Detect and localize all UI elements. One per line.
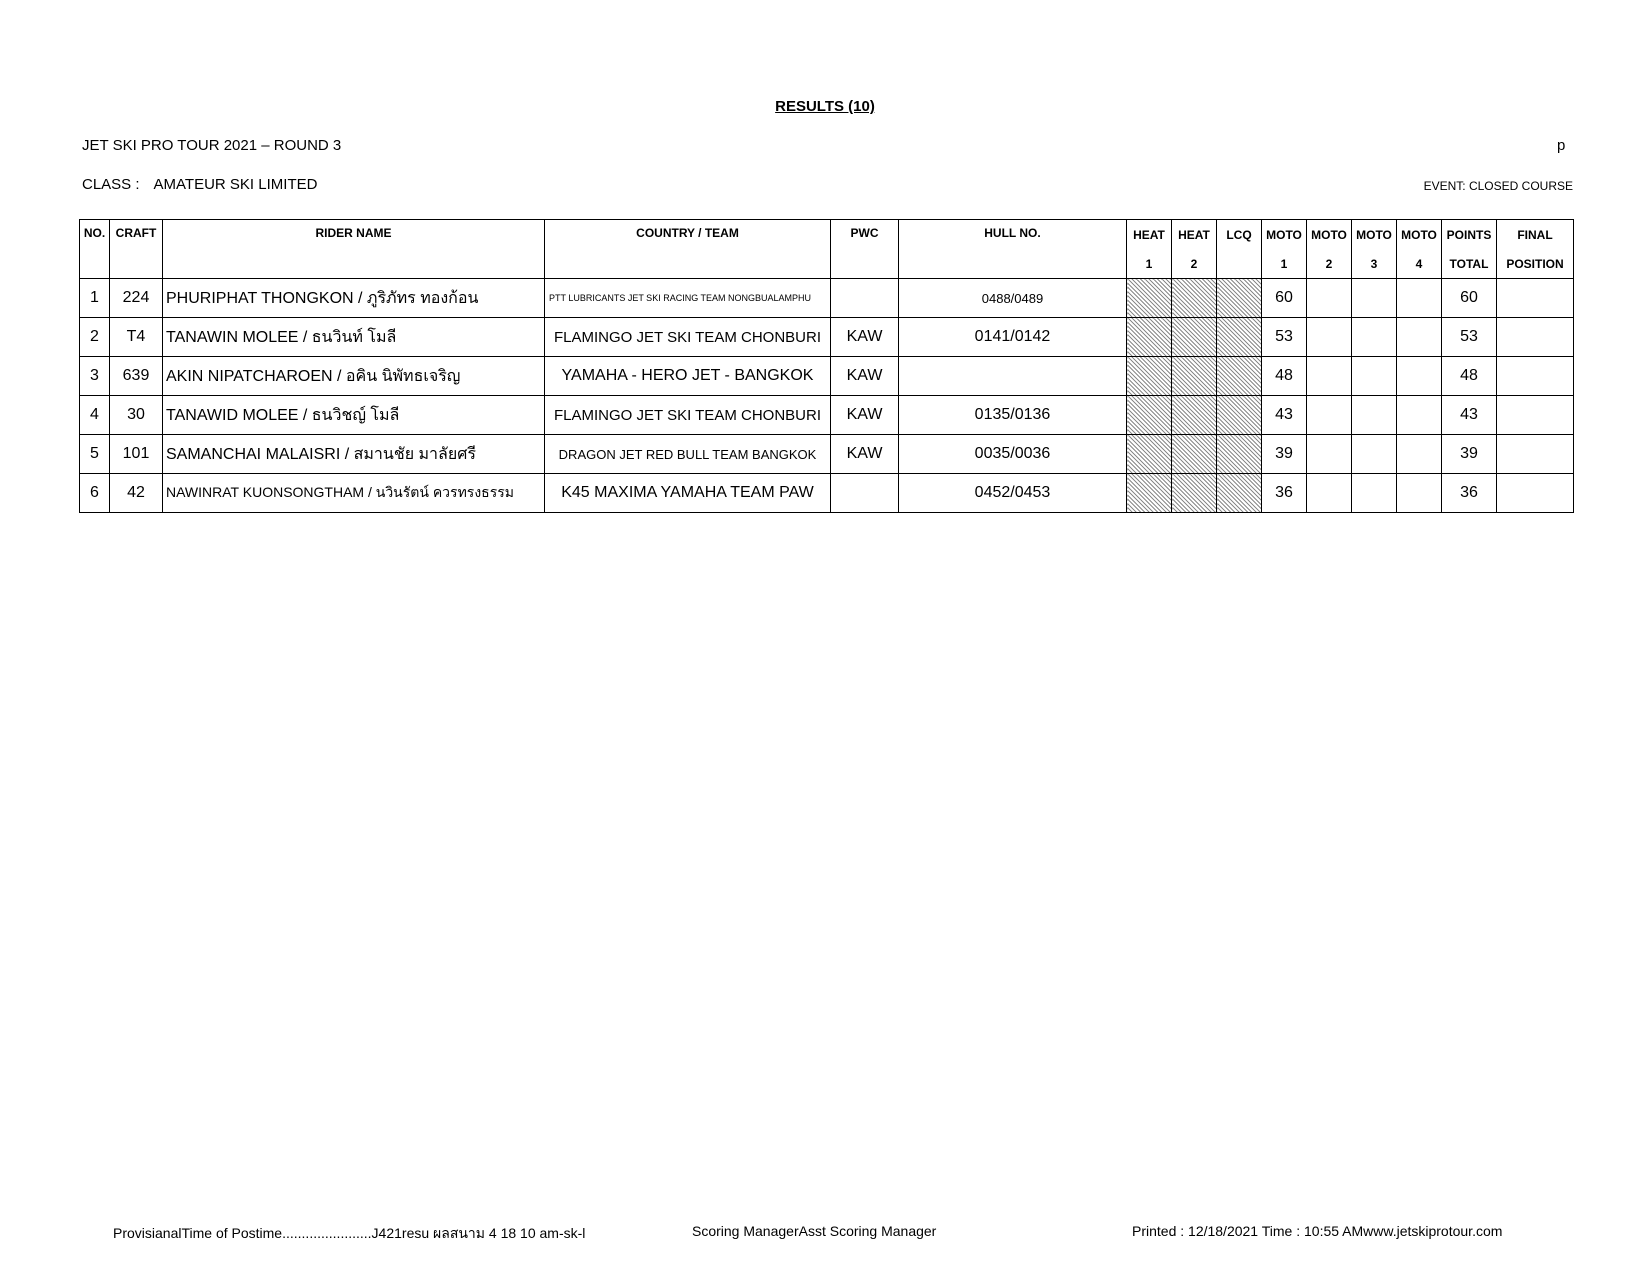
cell-points: 48 bbox=[1442, 357, 1497, 396]
cell-pwc: KAW bbox=[831, 318, 899, 357]
cell-rider: SAMANCHAI MALAISRI / สมานชัย มาลัยศรี bbox=[163, 435, 545, 474]
col-moto4-sub: 4 bbox=[1397, 249, 1442, 279]
header-row-top bbox=[80, 220, 1574, 250]
col-lcq-sub bbox=[1217, 249, 1262, 279]
table-row bbox=[80, 474, 1574, 513]
cell-pwc bbox=[831, 279, 899, 318]
cell-no: 1 bbox=[80, 279, 110, 318]
cell-moto4 bbox=[1397, 474, 1442, 513]
col-moto3: MOTO bbox=[1352, 220, 1397, 250]
col-moto3-sub: 3 bbox=[1352, 249, 1397, 279]
table-row bbox=[80, 435, 1574, 474]
cell-final bbox=[1497, 357, 1574, 396]
col-points: POINTS bbox=[1442, 220, 1497, 250]
cell-team: DRAGON JET RED BULL TEAM BANGKOK bbox=[545, 435, 831, 474]
cell-hull: 0488/0489 bbox=[899, 279, 1127, 318]
col-moto2-sub: 2 bbox=[1307, 249, 1352, 279]
cell-moto1: 43 bbox=[1262, 396, 1307, 435]
col-points-sub: TOTAL bbox=[1442, 249, 1497, 279]
col-moto2: MOTO bbox=[1307, 220, 1352, 250]
cell-moto1: 39 bbox=[1262, 435, 1307, 474]
col-hull: HULL NO. bbox=[899, 220, 1127, 279]
cell-heat1 bbox=[1127, 318, 1172, 357]
cell-moto2 bbox=[1307, 435, 1352, 474]
cell-rider: TANAWID MOLEE / ธนวิชญ์ โมลี bbox=[163, 396, 545, 435]
cell-heat2 bbox=[1172, 435, 1217, 474]
cell-heat2 bbox=[1172, 318, 1217, 357]
cell-heat1 bbox=[1127, 396, 1172, 435]
cell-moto4 bbox=[1397, 279, 1442, 318]
cell-hull: 0141/0142 bbox=[899, 318, 1127, 357]
col-moto1: MOTO bbox=[1262, 220, 1307, 250]
col-heat1: HEAT bbox=[1127, 220, 1172, 250]
cell-heat1 bbox=[1127, 474, 1172, 513]
cell-lcq bbox=[1217, 396, 1262, 435]
cell-no: 6 bbox=[80, 474, 110, 513]
cell-moto2 bbox=[1307, 474, 1352, 513]
table-row bbox=[80, 318, 1574, 357]
cell-no: 5 bbox=[80, 435, 110, 474]
cell-lcq bbox=[1217, 279, 1262, 318]
cell-hull bbox=[899, 357, 1127, 396]
cell-moto4 bbox=[1397, 435, 1442, 474]
cell-rider: AKIN NIPATCHAROEN / อคิน นิพัทธเจริญ bbox=[163, 357, 545, 396]
class-value: AMATEUR SKI LIMITED bbox=[153, 176, 318, 193]
cell-rider: NAWINRAT KUONSONGTHAM / นวินรัตน์ ควรทรงธรรม bbox=[163, 474, 545, 513]
cell-moto2 bbox=[1307, 357, 1352, 396]
cell-moto4 bbox=[1397, 396, 1442, 435]
cell-team: FLAMINGO JET SKI TEAM CHONBURI bbox=[545, 396, 831, 435]
event-name: JET SKI PRO TOUR 2021 – ROUND 3 bbox=[82, 137, 342, 154]
cell-points: 53 bbox=[1442, 318, 1497, 357]
cell-moto3 bbox=[1352, 474, 1397, 513]
col-heat2: HEAT bbox=[1172, 220, 1217, 250]
cell-moto3 bbox=[1352, 396, 1397, 435]
cell-heat1 bbox=[1127, 357, 1172, 396]
cell-hull: 0452/0453 bbox=[899, 474, 1127, 513]
col-heat2-sub: 2 bbox=[1172, 249, 1217, 279]
cell-no: 4 bbox=[80, 396, 110, 435]
cell-moto1: 60 bbox=[1262, 279, 1307, 318]
report-title: RESULTS (10) bbox=[775, 98, 875, 115]
cell-points: 39 bbox=[1442, 435, 1497, 474]
col-moto1-sub: 1 bbox=[1262, 249, 1307, 279]
event-type: EVENT: CLOSED COURSE bbox=[1423, 179, 1573, 193]
cell-moto4 bbox=[1397, 318, 1442, 357]
cell-moto1: 48 bbox=[1262, 357, 1307, 396]
cell-heat1 bbox=[1127, 435, 1172, 474]
cell-craft: 639 bbox=[110, 357, 163, 396]
col-moto4: MOTO bbox=[1397, 220, 1442, 250]
cell-team: YAMAHA - HERO JET - BANGKOK bbox=[545, 357, 831, 396]
cell-moto2 bbox=[1307, 318, 1352, 357]
footer-printed: Printed : 12/18/2021 Time : 10:55 AMwww.jetskiprotour.com bbox=[1132, 1223, 1503, 1239]
col-final: FINAL bbox=[1497, 220, 1574, 250]
col-no: NO. bbox=[80, 220, 110, 279]
cell-craft: 101 bbox=[110, 435, 163, 474]
cell-points: 43 bbox=[1442, 396, 1497, 435]
footer-postime: ProvisianalTime of Postime.......................J421resu ผลสนาม 4 18 10 am-sk-l bbox=[113, 1225, 586, 1241]
cell-heat1 bbox=[1127, 279, 1172, 318]
cell-points: 36 bbox=[1442, 474, 1497, 513]
table-row bbox=[80, 396, 1574, 435]
cell-team: K45 MAXIMA YAMAHA TEAM PAW bbox=[545, 474, 831, 513]
table-row bbox=[80, 357, 1574, 396]
results-table bbox=[79, 219, 1574, 513]
cell-heat2 bbox=[1172, 396, 1217, 435]
cell-final bbox=[1497, 474, 1574, 513]
cell-heat2 bbox=[1172, 279, 1217, 318]
footer-scoring-manager: Scoring ManagerAsst Scoring Manager bbox=[692, 1223, 937, 1239]
cell-moto3 bbox=[1352, 435, 1397, 474]
cell-moto4 bbox=[1397, 357, 1442, 396]
cell-lcq bbox=[1217, 357, 1262, 396]
col-final-sub: POSITION bbox=[1497, 249, 1574, 279]
cell-heat2 bbox=[1172, 357, 1217, 396]
cell-craft: 42 bbox=[110, 474, 163, 513]
table-row bbox=[80, 279, 1574, 318]
col-craft: CRAFT bbox=[110, 220, 163, 279]
cell-pwc: KAW bbox=[831, 396, 899, 435]
cell-craft: 224 bbox=[110, 279, 163, 318]
col-pwc: PWC bbox=[831, 220, 899, 279]
col-team: COUNTRY / TEAM bbox=[545, 220, 831, 279]
cell-moto3 bbox=[1352, 318, 1397, 357]
cell-lcq bbox=[1217, 474, 1262, 513]
col-heat1-sub: 1 bbox=[1127, 249, 1172, 279]
cell-final bbox=[1497, 318, 1574, 357]
cell-moto1: 53 bbox=[1262, 318, 1307, 357]
cell-craft: T4 bbox=[110, 318, 163, 357]
cell-points: 60 bbox=[1442, 279, 1497, 318]
cell-moto2 bbox=[1307, 396, 1352, 435]
cell-rider: PHURIPHAT THONGKON / ภูริภัทร ทองก้อน bbox=[163, 279, 545, 318]
cell-moto3 bbox=[1352, 279, 1397, 318]
cell-heat2 bbox=[1172, 474, 1217, 513]
cell-team: PTT LUBRICANTS JET SKI RACING TEAM NONGBUALAMPHU bbox=[545, 279, 831, 318]
cell-hull: 0035/0036 bbox=[899, 435, 1127, 474]
class-line bbox=[82, 176, 317, 193]
cell-pwc bbox=[831, 474, 899, 513]
class-label: CLASS : bbox=[82, 176, 140, 193]
cell-no: 2 bbox=[80, 318, 110, 357]
cell-pwc: KAW bbox=[831, 357, 899, 396]
cell-team: FLAMINGO JET SKI TEAM CHONBURI bbox=[545, 318, 831, 357]
cell-moto3 bbox=[1352, 357, 1397, 396]
cell-moto2 bbox=[1307, 279, 1352, 318]
cell-craft: 30 bbox=[110, 396, 163, 435]
col-rider: RIDER NAME bbox=[163, 220, 545, 279]
cell-final bbox=[1497, 396, 1574, 435]
cell-no: 3 bbox=[80, 357, 110, 396]
page-mark: p bbox=[1557, 137, 1566, 154]
cell-moto1: 36 bbox=[1262, 474, 1307, 513]
col-lcq: LCQ bbox=[1217, 220, 1262, 250]
cell-rider: TANAWIN MOLEE / ธนวินท์ โมลี bbox=[163, 318, 545, 357]
cell-final bbox=[1497, 435, 1574, 474]
cell-pwc: KAW bbox=[831, 435, 899, 474]
cell-hull: 0135/0136 bbox=[899, 396, 1127, 435]
cell-lcq bbox=[1217, 435, 1262, 474]
cell-lcq bbox=[1217, 318, 1262, 357]
cell-final bbox=[1497, 279, 1574, 318]
